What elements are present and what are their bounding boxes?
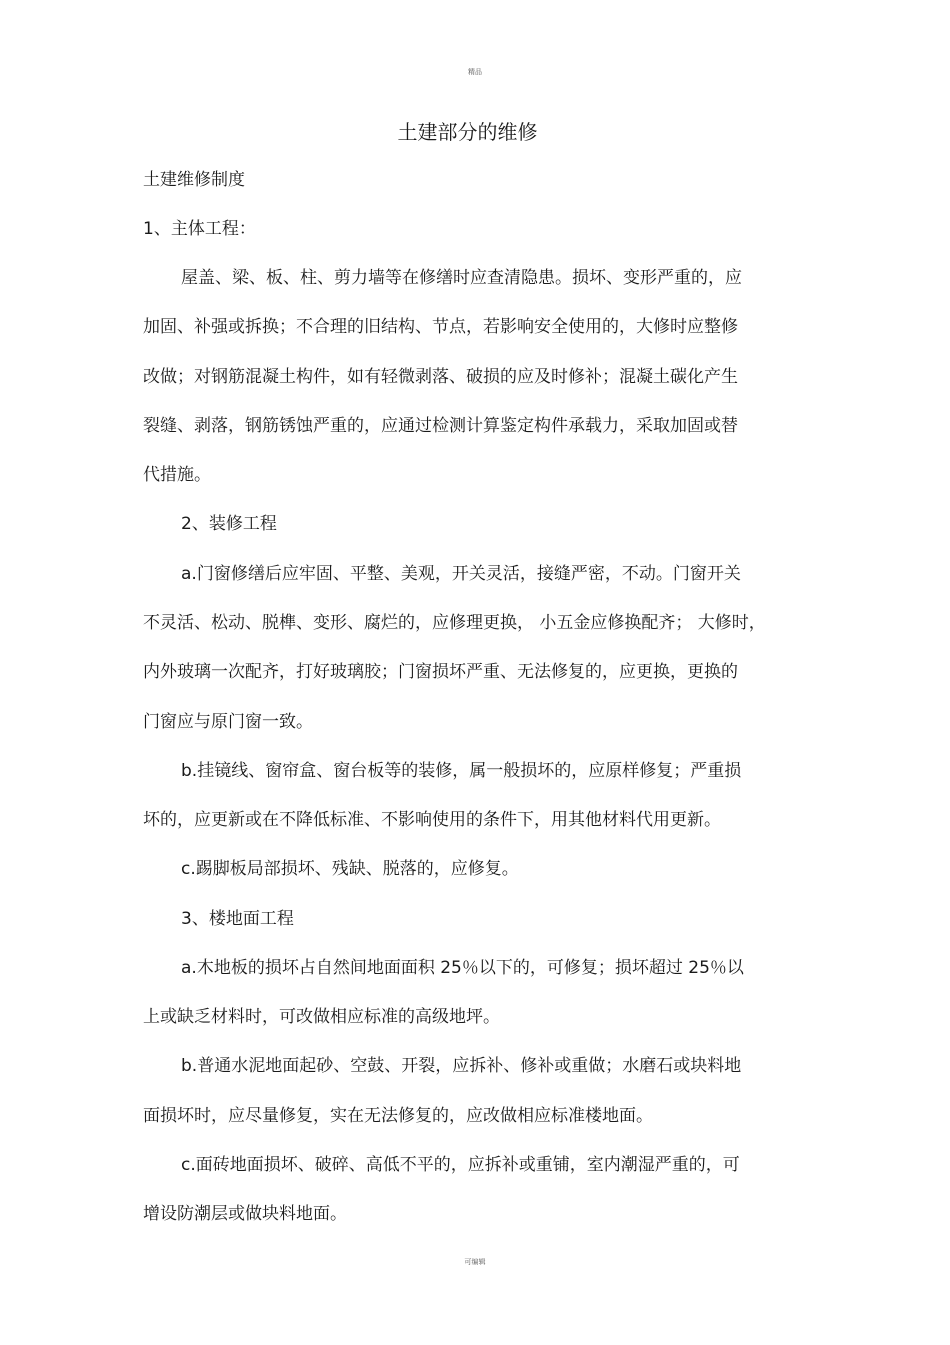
paragraph-line: c.踢脚板局部损坏、残缺、脱落的，应修复。 (181, 859, 519, 879)
subsection-heading: 3、楼地面工程 (181, 909, 294, 929)
paragraph-line: 内外玻璃一次配齐，打好玻璃胶；门窗损坏严重、无法修复的，应更换，更换的 (143, 662, 738, 682)
paragraph-line: 面损坏时，应尽量修复，实在无法修复的，应改做相应标准楼地面。 (143, 1106, 653, 1126)
paragraph-line: 增设防潮层或做块料地面。 (143, 1204, 347, 1224)
paragraph-line: 屋盖、梁、板、柱、剪力墙等在修缮时应查清隐患。损坏、变形严重的，应 (181, 268, 742, 288)
paragraph-line: 不灵活、松动、脱榫、变形、腐烂的，应修理更换， 小五金应修换配齐； 大修时， (143, 613, 766, 633)
document-title: 土建部分的维修 (397, 120, 538, 144)
paragraph-line: 加固、补强或拆换；不合理的旧结构、节点，若影响安全使用的，大修时应整修 (143, 317, 738, 337)
subsection-heading: 2、装修工程 (181, 514, 277, 534)
paragraph-line: a.木地板的损坏占自然间地面面积 25％以下的，可修复；损坏超过 25％以 (181, 958, 744, 978)
paragraph-line: 上或缺乏材料时，可改做相应标准的高级地坪。 (143, 1007, 500, 1027)
paragraph-line: 门窗应与原门窗一致。 (143, 712, 313, 732)
paragraph-line: 改做；对钢筋混凝土构件，如有轻微剥落、破损的应及时修补；混凝土碳化产生 (143, 367, 738, 387)
section-heading: 土建维修制度 (143, 170, 245, 190)
paragraph-line: b.普通水泥地面起砂、空鼓、开裂，应拆补、修补或重做；水磨石或块料地 (181, 1056, 742, 1076)
paragraph-line: 坏的，应更新或在不降低标准、不影响使用的条件下，用其他材料代用更新。 (143, 810, 721, 830)
paragraph-line: a.门窗修缮后应牢固、平整、美观，开关灵活，接缝严密，不动。门窗开关 (181, 564, 741, 584)
paragraph-line: b.挂镜线、窗帘盒、窗台板等的装修，属一般损坏的，应原样修复；严重损 (181, 761, 742, 781)
footer-watermark: 可编辑 (464, 1258, 486, 1266)
header-watermark: 精品 (468, 68, 482, 76)
paragraph-line: 代措施。 (143, 465, 211, 485)
paragraph-line: 裂缝、剥落，钢筋锈蚀严重的，应通过检测计算鉴定构件承载力，采取加固或替 (143, 416, 738, 436)
subsection-heading: 1、主体工程： (143, 219, 256, 239)
paragraph-line: c.面砖地面损坏、破碎、高低不平的，应拆补或重铺，室内潮湿严重的，可 (181, 1155, 740, 1175)
